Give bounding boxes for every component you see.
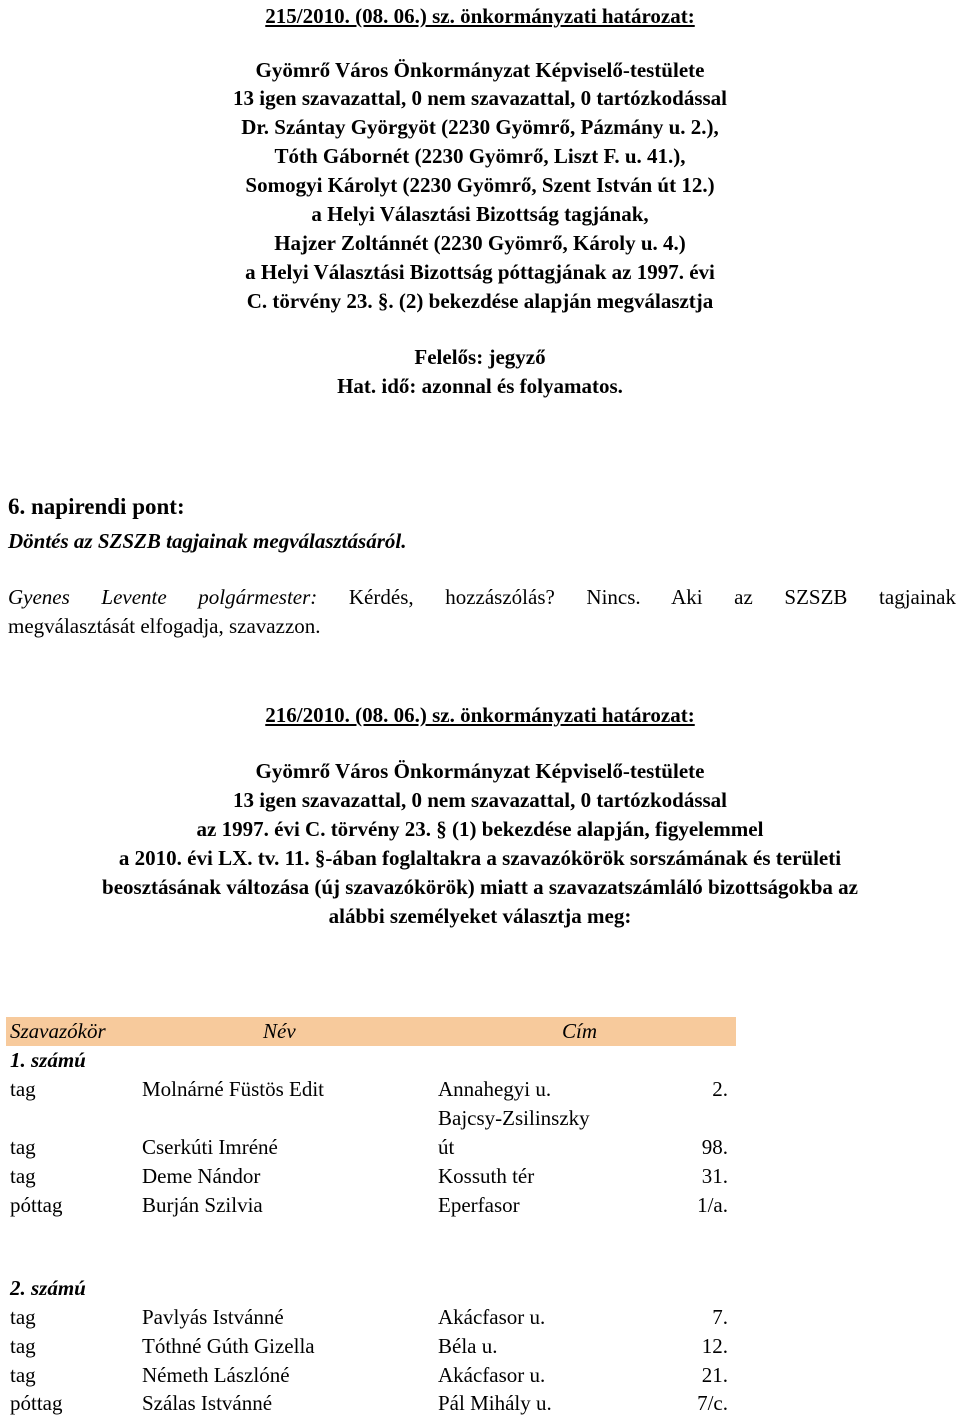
- resolution-215-line: 13 igen szavazattal, 0 nem szavazattal, 0 tartózkodással: [232, 86, 727, 110]
- role-cell: tag: [10, 1305, 36, 1329]
- resolution-215-line: C. törvény 23. §. (2) bekezdése alapján megválasztja: [246, 289, 714, 313]
- role-cell: tag: [10, 1334, 36, 1358]
- street-cell: Akácfasor u.: [438, 1363, 546, 1387]
- name-cell: Tóthné Gúth Gizella: [142, 1334, 315, 1358]
- name-cell: Burján Szilvia: [142, 1193, 263, 1217]
- agenda-title: 6. napirendi pont:: [8, 494, 185, 519]
- header-cim: Cím: [562, 1019, 598, 1043]
- name-cell: Cserkúti Imréné: [142, 1135, 278, 1159]
- agenda-subtitle: Döntés az SZSZB tagjainak megválasztásáról.: [8, 529, 407, 553]
- name-cell: Németh Lászlóné: [142, 1363, 290, 1387]
- number-cell: 2.: [712, 1077, 728, 1101]
- resolution-216-line: az 1997. évi C. törvény 23. § (1) bekezdése alapján, figyelemmel: [196, 817, 764, 841]
- name-cell: Deme Nándor: [142, 1164, 261, 1188]
- resolution-215-line: Tóth Gábornét (2230 Gyömrő, Liszt F. u. 41.),: [274, 144, 686, 168]
- speech-text: Kérdés, hozzászólás? Nincs. Aki az SZSZB tagjainak: [348, 585, 957, 609]
- resolution-216-line: Gyömrő Város Önkormányzat Képviselő-testülete: [255, 759, 705, 783]
- resolution-216-heading: 216/2010. (08. 06.) sz. önkormányzati határozat:: [265, 703, 695, 727]
- number-cell: 21.: [701, 1363, 728, 1387]
- number-cell: 7/c.: [697, 1391, 728, 1415]
- group-label-1: 1. számú: [10, 1048, 86, 1072]
- header-nev: Név: [263, 1019, 296, 1043]
- number-cell: 31.: [701, 1164, 728, 1188]
- speech-line-1: [8, 583, 956, 612]
- speaker-name: Gyenes Levente polgármester:: [8, 585, 318, 609]
- resolution-216-line: beosztásának változása (új szavazókörök) miatt a szavazatszámláló bizottságokba az: [102, 875, 858, 899]
- street-cell: Pál Mihály u.: [438, 1391, 552, 1415]
- role-cell: tag: [10, 1363, 36, 1387]
- number-cell: 1/a.: [697, 1193, 728, 1217]
- resolution-216-line: alábbi személyeket választja meg:: [328, 904, 632, 928]
- role-cell: póttag: [10, 1391, 63, 1415]
- resolution-215-line: a Helyi Választási Bizottság tagjának,: [311, 202, 649, 226]
- street-cell: Annahegyi u.: [438, 1077, 552, 1101]
- table-header: [6, 1017, 736, 1046]
- resolution-215-line: Hajzer Zoltánnét (2230 Gyömrő, Károly u. 4.): [274, 231, 686, 255]
- number-cell: 12.: [701, 1334, 728, 1358]
- name-cell: Szálas Istvánné: [142, 1391, 273, 1415]
- number-cell: 98.: [701, 1135, 728, 1159]
- street-cell-line1: Bajcsy-Zsilinszky: [438, 1106, 590, 1130]
- street-cell: Béla u.: [438, 1334, 498, 1358]
- resolution-215-line: Dr. Szántay Györgyöt (2230 Gyömrő, Pázmány u. 2.),: [241, 115, 719, 139]
- role-cell: tag: [10, 1077, 36, 1101]
- name-cell: Pavlyás Istvánné: [142, 1305, 284, 1329]
- street-cell: Akácfasor u.: [438, 1305, 546, 1329]
- resolution-216-line: a 2010. évi LX. tv. 11. §-ában foglaltakra a szavazókörök sorszámának és területi: [118, 846, 842, 870]
- number-cell: 7.: [712, 1305, 728, 1329]
- role-cell: tag: [10, 1135, 36, 1159]
- resolution-215-heading: 215/2010. (08. 06.) sz. önkormányzati határozat:: [265, 4, 695, 28]
- name-cell: Molnárné Füstös Edit: [142, 1077, 324, 1101]
- role-cell: tag: [10, 1164, 36, 1188]
- street-cell: Eperfasor: [438, 1193, 520, 1217]
- deadline-line: Hat. idő: azonnal és folyamatos.: [337, 374, 623, 398]
- street-cell: Kossuth tér: [438, 1164, 535, 1188]
- resolution-215-line: Gyömrő Város Önkormányzat Képviselő-testülete: [255, 58, 705, 82]
- resolution-215-line: Somogyi Károlyt (2230 Gyömrő, Szent István út 12.): [245, 173, 715, 197]
- group-label-2: 2. számú: [10, 1276, 86, 1300]
- responsible-line: Felelős: jegyző: [414, 345, 546, 369]
- role-cell: póttag: [10, 1193, 63, 1217]
- speech-line-2: megválasztását elfogadja, szavazzon.: [8, 614, 321, 638]
- resolution-215-line: a Helyi Választási Bizottság póttagjának az 1997. évi: [245, 260, 715, 284]
- header-szavazokor: Szavazókör: [10, 1019, 106, 1043]
- street-cell: út: [438, 1135, 455, 1159]
- resolution-216-line: 13 igen szavazattal, 0 nem szavazattal, 0 tartózkodással: [232, 788, 727, 812]
